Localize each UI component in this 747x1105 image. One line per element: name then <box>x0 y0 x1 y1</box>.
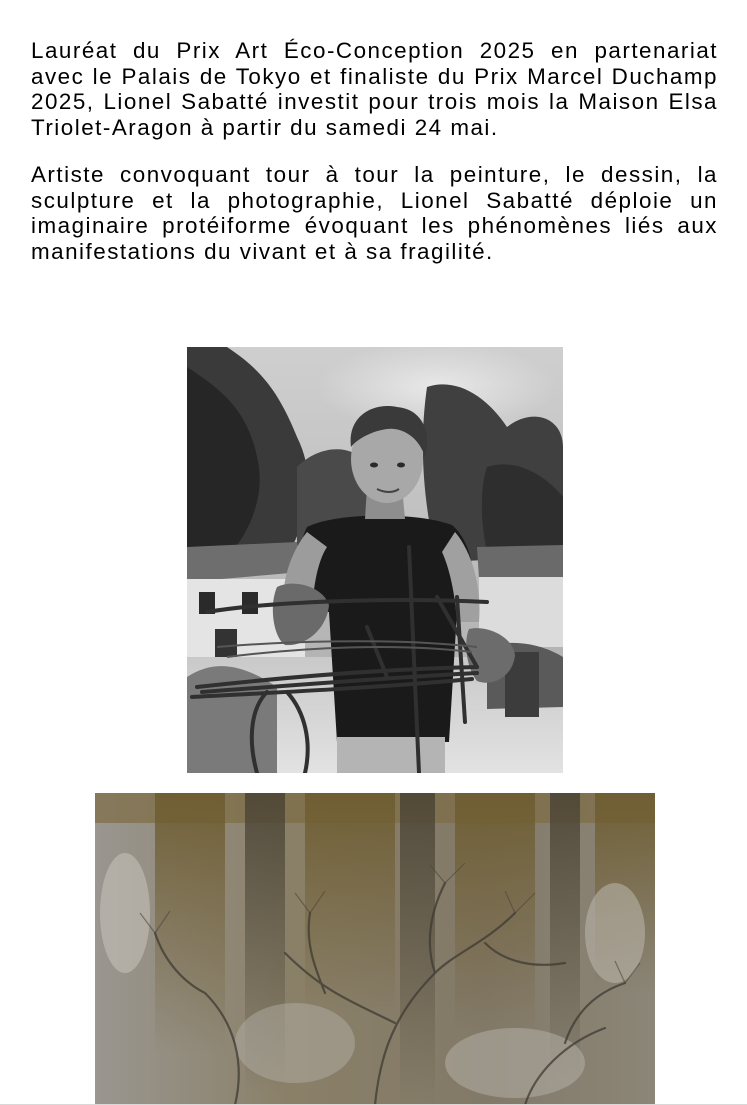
artist-portrait-image <box>187 347 563 773</box>
artwork-detail-photo <box>95 793 655 1105</box>
description-paragraph: Artiste convoquant tour à tour la peinture, le dessin, la sculpture et la photographie, Lionel Sabatté déploie un imaginaire protéiforme évoquant les phénomènes liés aux manifestations du vivant et à sa fragilité. <box>31 162 718 264</box>
artwork-detail-image <box>95 793 655 1105</box>
intro-paragraph: Lauréat du Prix Art Éco-Conception 2025 en partenariat avec le Palais de Tokyo et finaliste du Prix Marcel Duchamp 2025, Lionel Sabatté investit pour trois mois la Maison Elsa Triolet-Aragon à partir du samedi 24 mai. <box>31 38 718 140</box>
artist-portrait-photo <box>187 347 563 773</box>
article-body <box>31 38 718 264</box>
